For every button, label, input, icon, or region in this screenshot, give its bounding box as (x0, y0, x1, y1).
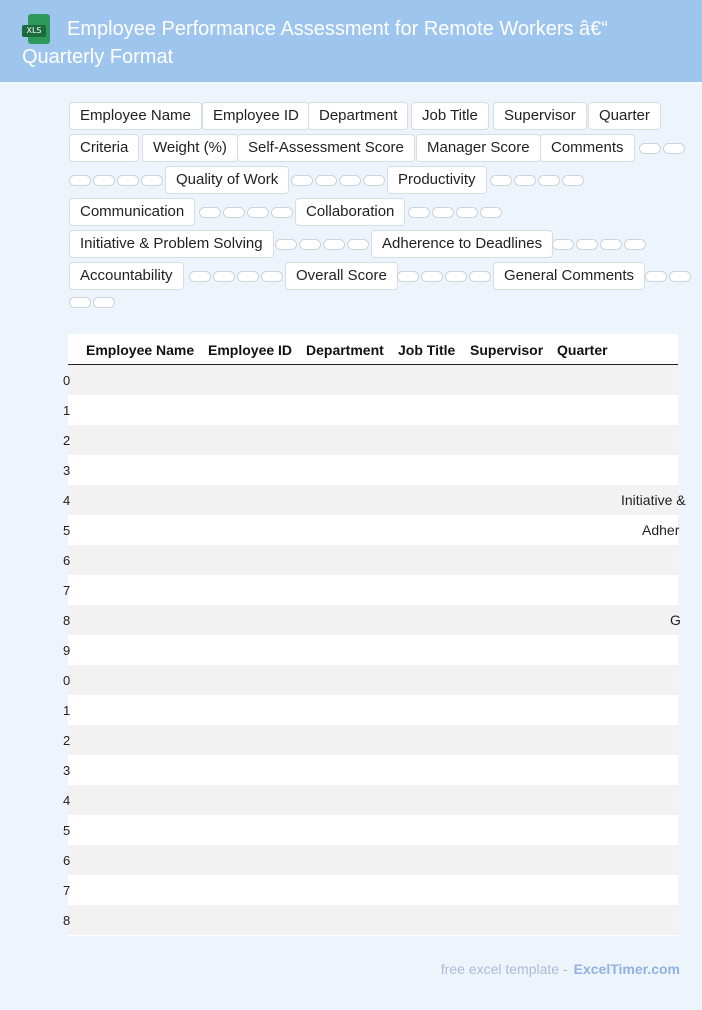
table-row[interactable] (63, 695, 678, 725)
row-index: 8 (63, 913, 71, 928)
empty-chip[interactable] (645, 271, 667, 282)
row-index: 2 (63, 733, 71, 748)
row-index: 0 (63, 673, 71, 688)
column-header-employee-name[interactable]: Employee Name (86, 342, 195, 358)
chip-row (68, 102, 692, 132)
empty-chip[interactable] (291, 175, 313, 186)
empty-chip[interactable] (117, 175, 139, 186)
chip-job-title[interactable]: Job Title (411, 102, 489, 130)
chip-general-comments[interactable]: General Comments (493, 262, 645, 290)
chip-row (68, 134, 692, 164)
empty-chip[interactable] (538, 175, 560, 186)
table-header (68, 334, 678, 365)
empty-chip[interactable] (315, 175, 337, 186)
row-cell: Initiative & (621, 492, 686, 508)
row-index: 5 (63, 523, 71, 538)
empty-chip[interactable] (562, 175, 584, 186)
empty-chip[interactable] (199, 207, 221, 218)
chip-quality-of-work[interactable]: Quality of Work (165, 166, 289, 194)
row-index: 6 (63, 553, 71, 568)
empty-chip[interactable] (445, 271, 467, 282)
empty-chip[interactable] (397, 271, 419, 282)
table-row[interactable] (63, 725, 678, 755)
empty-chip[interactable] (514, 175, 536, 186)
empty-chip[interactable] (624, 239, 646, 250)
xls-icon-label: XLS (22, 25, 46, 37)
table-row[interactable] (63, 395, 678, 425)
chip-quarter[interactable]: Quarter (588, 102, 661, 130)
empty-chip[interactable] (247, 207, 269, 218)
table-row[interactable] (63, 815, 678, 845)
row-index: 9 (63, 643, 71, 658)
empty-chip[interactable] (480, 207, 502, 218)
empty-chip[interactable] (639, 143, 661, 154)
footer-brand-link[interactable]: ExcelTimer.com (573, 961, 680, 977)
table-row[interactable] (63, 875, 678, 905)
table-row[interactable] (63, 845, 678, 875)
empty-chip[interactable] (469, 271, 491, 282)
row-index: 4 (63, 793, 71, 808)
footer (441, 961, 680, 977)
empty-chip[interactable] (363, 175, 385, 186)
empty-chip[interactable] (432, 207, 454, 218)
row-index: 1 (63, 403, 71, 418)
empty-chip[interactable] (69, 175, 91, 186)
table-row[interactable] (63, 605, 681, 635)
empty-chip[interactable] (93, 297, 115, 308)
empty-chip[interactable] (261, 271, 283, 282)
empty-chip[interactable] (213, 271, 235, 282)
empty-chip[interactable] (271, 207, 293, 218)
empty-chip[interactable] (456, 207, 478, 218)
row-cell: G (670, 612, 681, 628)
empty-chip[interactable] (552, 239, 574, 250)
empty-chip[interactable] (408, 207, 430, 218)
chip-accountability[interactable]: Accountability (69, 262, 184, 290)
row-index: 3 (63, 763, 71, 778)
chip-employee-id[interactable]: Employee ID (202, 102, 310, 130)
chip-initiative-problem-solving[interactable]: Initiative & Problem Solving (69, 230, 274, 258)
table-row[interactable] (63, 365, 678, 395)
chip-row (68, 230, 692, 260)
chip-row (68, 294, 692, 324)
chip-row (68, 166, 692, 196)
table-row[interactable] (63, 635, 678, 665)
row-index: 5 (63, 823, 71, 838)
empty-chip[interactable] (223, 207, 245, 218)
empty-chip[interactable] (421, 271, 443, 282)
empty-chip[interactable] (339, 175, 361, 186)
empty-chip[interactable] (490, 175, 512, 186)
row-index: 6 (63, 853, 71, 868)
table-row[interactable] (63, 425, 678, 455)
table-row[interactable] (63, 515, 680, 545)
empty-chip[interactable] (299, 239, 321, 250)
chip-manager-score[interactable]: Manager Score (416, 134, 541, 162)
table-row[interactable] (63, 455, 678, 485)
chip-row (68, 262, 692, 292)
chip-department[interactable]: Department (308, 102, 408, 130)
table-row[interactable] (63, 665, 678, 695)
column-header-employee-id[interactable]: Employee ID (208, 342, 293, 358)
row-index: 7 (63, 583, 71, 598)
table-row[interactable] (63, 905, 678, 935)
page-header (0, 0, 702, 82)
empty-chip[interactable] (323, 239, 345, 250)
row-index: 7 (63, 883, 71, 898)
table-row[interactable] (63, 575, 678, 605)
chip-self-assessment-score[interactable]: Self-Assessment Score (237, 134, 415, 162)
empty-chip[interactable] (189, 271, 211, 282)
empty-chip[interactable] (663, 143, 685, 154)
chip-overall-score[interactable]: Overall Score (285, 262, 398, 290)
data-table (63, 334, 686, 936)
chip-employee-name[interactable]: Employee Name (69, 102, 202, 130)
column-header-department[interactable]: Department (306, 342, 384, 358)
empty-chip[interactable] (237, 271, 259, 282)
row-index: 0 (63, 373, 71, 388)
table-row[interactable] (63, 785, 678, 815)
chip-criteria[interactable]: Criteria (69, 134, 139, 162)
chip-collaboration[interactable]: Collaboration (295, 198, 405, 226)
chip-productivity[interactable]: Productivity (387, 166, 487, 194)
empty-chip[interactable] (275, 239, 297, 250)
page-title: Employee Performance Assessment for Remote Workers â€“ Quarterly Format (22, 18, 608, 68)
row-cell: Adher (642, 522, 680, 538)
row-index: 1 (63, 703, 71, 718)
empty-chip[interactable] (141, 175, 163, 186)
column-header-supervisor[interactable]: Supervisor (470, 342, 544, 358)
empty-chip[interactable] (93, 175, 115, 186)
empty-chip[interactable] (600, 239, 622, 250)
table-row[interactable] (63, 545, 678, 575)
table-row[interactable] (63, 755, 678, 785)
row-index: 2 (63, 433, 71, 448)
table-row[interactable] (63, 485, 686, 515)
chip-weight[interactable]: Weight (%) (142, 134, 238, 162)
chip-communication[interactable]: Communication (69, 198, 195, 226)
row-index: 4 (63, 493, 71, 508)
row-index: 8 (63, 613, 71, 628)
empty-chip[interactable] (69, 297, 91, 308)
empty-chip[interactable] (669, 271, 691, 282)
chip-row (68, 198, 692, 228)
column-header-quarter[interactable]: Quarter (557, 342, 608, 358)
column-header-job-title[interactable]: Job Title (398, 342, 456, 358)
empty-chip[interactable] (576, 239, 598, 250)
chip-adherence-to-deadlines[interactable]: Adherence to Deadlines (371, 230, 553, 258)
footer-text: free excel template - (440, 961, 568, 977)
chip-supervisor[interactable]: Supervisor (493, 102, 587, 130)
row-index: 3 (63, 463, 71, 478)
chip-comments[interactable]: Comments (540, 134, 635, 162)
empty-chip[interactable] (347, 239, 369, 250)
